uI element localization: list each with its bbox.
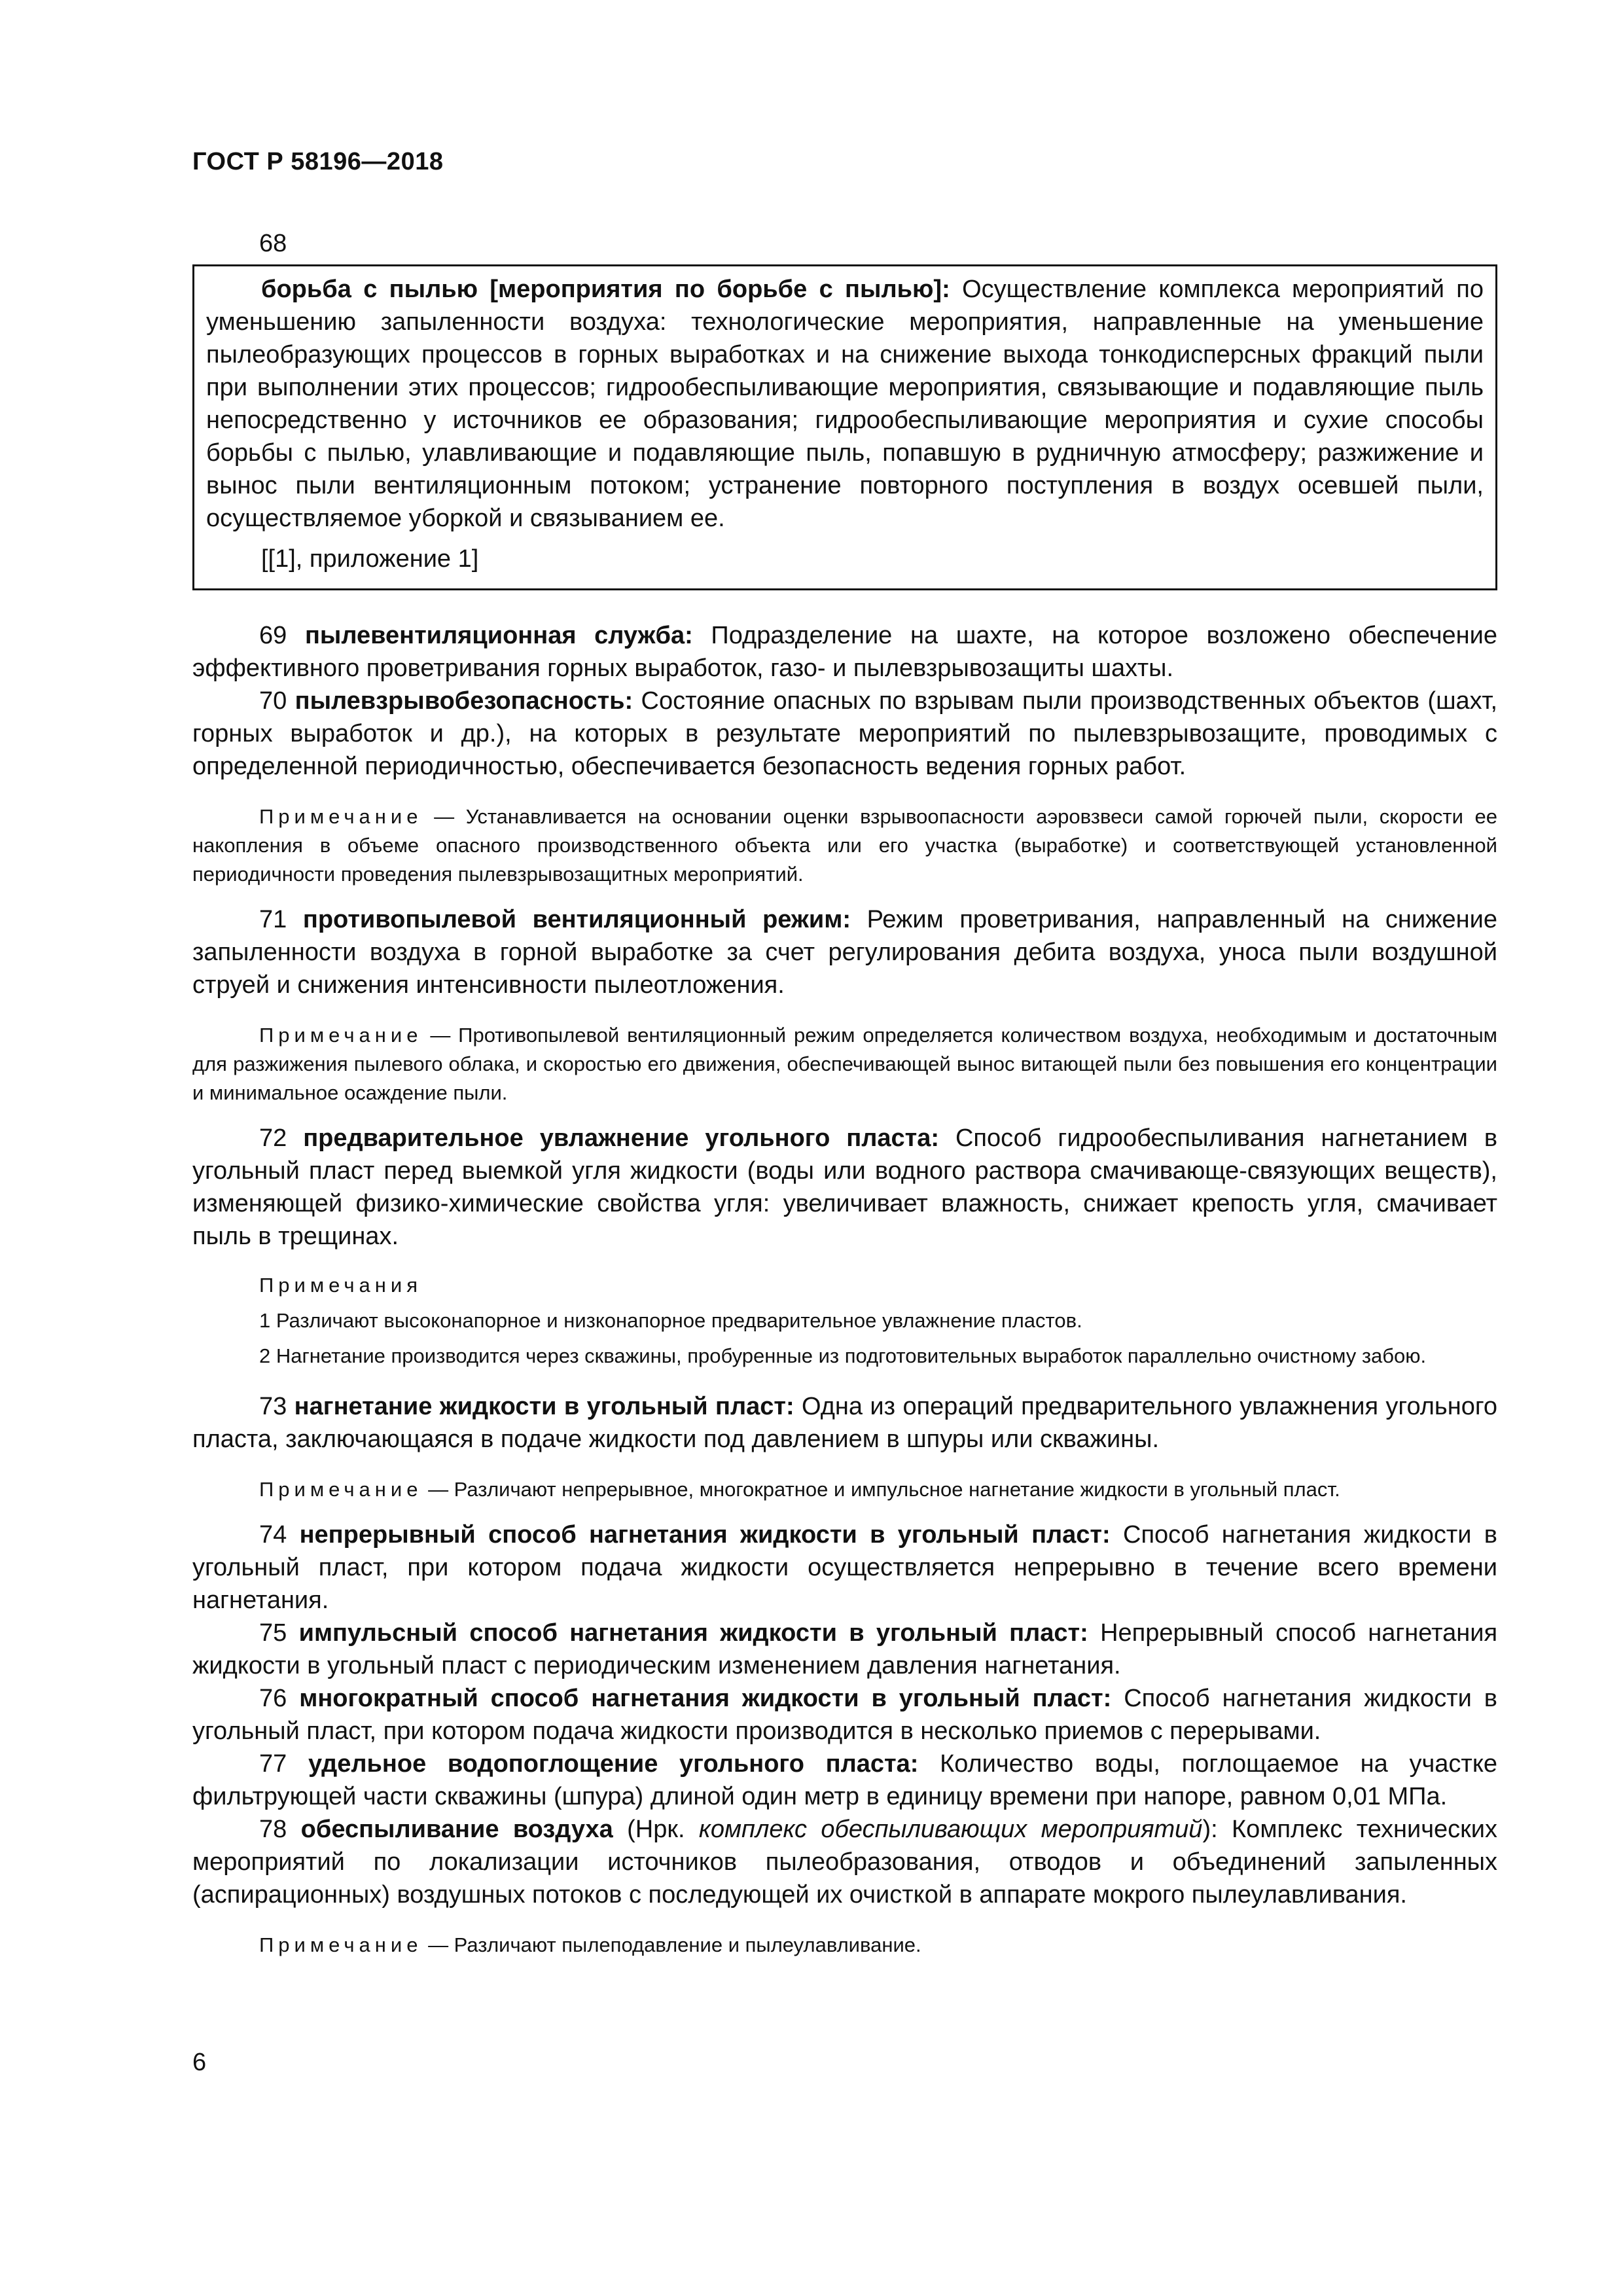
note-text: — Различают пылеподавление и пылеулавливание. (428, 1933, 921, 1956)
term-number: 69 (259, 622, 287, 649)
boxed-term-text (206, 273, 1484, 535)
note-text: — Устанавливается на основании оценки взрывоопасности аэровзвеси самой горючей пыли, скорости ее накопления в объеме опасного производственного объекта или его участка (выработке) и соответствующей установленной периодичности проведения пылевзрывозащитных мероприятий. (192, 805, 1497, 886)
term-title: нагнетание жидкости в угольный пласт: (294, 1393, 794, 1420)
term-75 (192, 1617, 1497, 1682)
note-71 (192, 1021, 1497, 1107)
term-number: 71 (259, 906, 287, 933)
notes-heading-72 (192, 1271, 1497, 1300)
page-number: 6 (192, 2049, 207, 2076)
term-title: непрерывный способ нагнетания жидкости в угольный пласт: (299, 1521, 1111, 1549)
note-label: Примечание (259, 1478, 423, 1501)
note-label: Примечание (259, 1024, 423, 1047)
term-74 (192, 1518, 1497, 1617)
term-definition: Непрерывный способ нагнетания жидкости в угольный пласт с периодическим изменением давления нагнетания. (192, 1619, 1498, 1679)
note-label: Примечание (259, 805, 423, 828)
note-72-2: 2 Нагнетание производится через скважины, пробуренные из подготовительных выработок параллельно очистному забою. (259, 1344, 1427, 1367)
note-72-1: 1 Различают высоконапорное и низконапорное предварительное увлажнение пластов. (259, 1309, 1082, 1332)
note-text: — Различают непрерывное, многократное и импульсное нагнетание жидкости в угольный пласт. (428, 1478, 1340, 1501)
term-title: противопылевой вентиляционный режим: (302, 906, 851, 933)
term-definition: Способ гидрообеспыливания нагнетанием в угольный пласт перед выемкой угля жидкости (воды или водного раствора смачивающе-связующих веществ), изменяющей физико-химические свойства угля: увеличивает влажность, снижает крепость угля, смачивает пыль в трещинах. (192, 1124, 1498, 1250)
boxed-term-reference: [[1], приложение 1] (261, 545, 479, 573)
term-definition: Одна из операций предварительного увлажнения угольного пласта, заключающаяся в подаче жидкости под давлением в шпуры или скважины. (192, 1393, 1498, 1453)
boxed-term-68 (192, 264, 1497, 590)
boxed-term-number: 68 (259, 230, 287, 257)
term-number: 77 (259, 1750, 287, 1778)
term-71 (192, 903, 1497, 1001)
term-definition: Количество воды, поглощаемое на участке фильтрующей части скважины (шпура) длиной один метр в единицу времени при напоре, равном 0,01 МПа. (192, 1750, 1498, 1810)
term-number: 78 (259, 1816, 287, 1843)
term-73 (192, 1390, 1497, 1456)
document-header: ГОСТ Р 58196—2018 (192, 148, 444, 175)
term-title: многократный способ нагнетания жидкости в угольный пласт: (299, 1685, 1112, 1712)
term-title: обеспыливание воздуха (300, 1816, 613, 1843)
term-number: 76 (259, 1685, 287, 1712)
term-title: борьба с пылью [мероприятия по борьбе с пылью]: (261, 276, 950, 303)
term-number: 73 (259, 1393, 287, 1420)
note-70 (192, 802, 1497, 889)
notes-label: Примечания (259, 1274, 422, 1297)
term-title: предварительное увлажнение угольного пласта: (303, 1124, 940, 1152)
term-76 (192, 1682, 1497, 1748)
term-title: пылевзрывобезопасность: (294, 687, 633, 715)
term-definition: Осуществление комплекса мероприятий по уменьшению запыленности воздуха: технологические мероприятия, направленные на уменьшение пылеобразующих процессов в горных выработках и на снижение выхода тонкодисперсных фракций пыли при выполнении этих процессов; гидрообеспыливающие мероприятия, связывающие и подавляющие пыль непосредственно у источников ее образования; гидрообеспыливающие мероприятия и сухие способы борьбы с пылью, улавливающие и подавляющие пыль, попавшую в рудничную атмосферу; разжижение и вынос пыли вентиляционным потоком; устранение повторного поступления в воздух осевшей пыли, осуществляемое уборкой и связыванием ее. (206, 276, 1484, 532)
term-number: 72 (259, 1124, 287, 1152)
term-title: удельное водопоглощение угольного пласта: (308, 1750, 919, 1778)
term-definition: Состояние опасных по взрывам пыли производственных объектов (шахт, горных выработок и др.), на которых в результате мероприятий по пылевзрывозащите, проводимых с определенной периодичностью, обеспечивается безопасность ведения горных работ. (192, 687, 1498, 780)
term-70 (192, 685, 1497, 783)
note-73 (192, 1475, 1497, 1504)
term-number: 74 (259, 1521, 287, 1549)
term-title: пылевентиляционная служба: (304, 622, 693, 649)
term-definition: Комплекс технических мероприятий по локализации источников пылеобразования, отводов и объединений запыленных (аспирационных) воздушных потоков с последующей их очисткой в аппарате мокрого пылеулавливания. (192, 1816, 1498, 1909)
term-definition: Режим проветривания, направленный на снижение запыленности воздуха в горной выработке за счет регулирования дебита воздуха, уноса пыли воздушной струей и снижения интенсивности пылеотложения. (192, 906, 1497, 999)
term-number: 70 (259, 687, 287, 715)
term-78 (192, 1813, 1497, 1911)
term-69 (192, 619, 1497, 685)
deprecated-prefix: (Нрк. (627, 1816, 685, 1843)
term-77 (192, 1748, 1497, 1813)
term-title: импульсный способ нагнетания жидкости в угольный пласт: (298, 1619, 1088, 1647)
deprecated-suffix: ): (1202, 1816, 1218, 1843)
note-text: — Противопылевой вентиляционный режим определяется количеством воздуха, необходимым и достаточным для разжижения пылевого облака, и скоростью его движения, обеспечивающей вынос витающей пыли без повышения его концентрации и минимальное осаждение пыли. (192, 1024, 1497, 1104)
deprecated-term: комплекс обеспыливающих мероприятий (698, 1816, 1203, 1843)
term-72 (192, 1122, 1497, 1253)
term-definition: Способ нагнетания жидкости в угольный пласт, при котором подача жидкости производится в несколько приемов с перерывами. (192, 1685, 1497, 1745)
term-number: 75 (259, 1619, 287, 1647)
note-78 (192, 1931, 1497, 1960)
document-body (192, 226, 1497, 1974)
term-definition: Способ нагнетания жидкости в угольный пласт, при котором подача жидкости осуществляется непрерывно в течение всего времени нагнетания. (192, 1521, 1497, 1614)
note-label: Примечание (259, 1933, 423, 1956)
term-definition: Подразделение на шахте, на которое возложено обеспечение эффективного проветривания горных выработок, газо- и пылевзрывозащиты шахты. (192, 622, 1498, 682)
